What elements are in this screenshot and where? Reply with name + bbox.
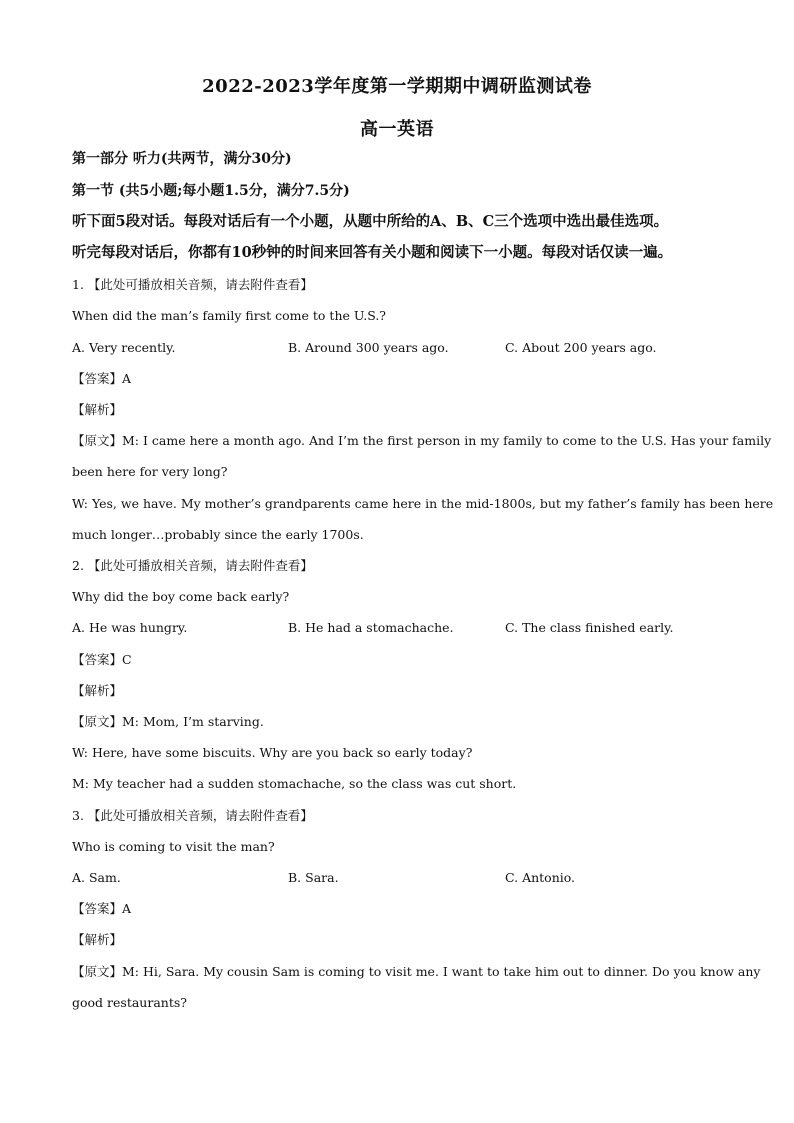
subsection-heading: 第一节 (共5小题;每小题1.5分，满分7.5分) xyxy=(72,183,350,199)
option-a: A. He was hungry. xyxy=(72,620,188,635)
question-3-stem: Who is coming to visit the man? xyxy=(72,839,275,854)
question-1-script-line: much longer…probably since the early 1700s. xyxy=(72,527,364,542)
option-b: B. He had a stomachache. xyxy=(288,620,454,635)
option-b: B. Sara. xyxy=(288,870,339,885)
question-1-stem: When did the man’s family first come to the U.S.? xyxy=(72,308,387,323)
question-1-script-line: W: Yes, we have. My mother’s grandparents came here in the mid-1800s, but my father’s family has been here xyxy=(72,496,774,511)
instruction-line-2: 听完每段对话后，你都有10秒钟的时间来回答有关小题和阅读下一小题。每段对话仅读一遍。 xyxy=(72,244,673,261)
option-c: C. The class finished early. xyxy=(505,620,674,635)
instruction-line-1: 听下面5段对话。每段对话后有一个小题，从题中所给的A、B、C三个选项中选出最佳选项。 xyxy=(72,213,669,230)
question-2-script-line: 【原文】M: Mom, I’m starving. xyxy=(72,714,264,729)
question-2-stem: Why did the boy come back early? xyxy=(72,589,290,604)
option-a: A. Very recently. xyxy=(72,340,176,355)
option-c: C. About 200 years ago. xyxy=(505,340,657,355)
question-1-script-line: 【原文】M: I came here a month ago. And I’m the first person in my family to come to the U.S. Has your family xyxy=(72,433,772,448)
question-2-header: 2. 【此处可播放相关音频，请去附件查看】 xyxy=(72,558,313,573)
exam-subtitle: 高一英语 xyxy=(360,119,434,140)
question-1-analysis: 【解析】 xyxy=(72,402,123,417)
question-1-script-line: been here for very long? xyxy=(72,464,228,479)
question-3-script-line: good restaurants? xyxy=(72,995,187,1010)
question-3-analysis: 【解析】 xyxy=(72,932,123,947)
option-a: A. Sam. xyxy=(72,870,121,885)
question-2-script-line: W: Here, have some biscuits. Why are you back so early today? xyxy=(72,745,473,760)
question-2-answer: 【答案】C xyxy=(72,652,132,667)
option-c: C. Antonio. xyxy=(505,870,576,885)
question-2-analysis: 【解析】 xyxy=(72,683,123,698)
question-2-script-line: M: My teacher had a sudden stomachache, so the class was cut short. xyxy=(72,776,517,791)
question-3-answer: 【答案】A xyxy=(72,901,132,916)
question-1-header: 1. 【此处可播放相关音频，请去附件查看】 xyxy=(72,277,313,292)
question-3-script-line: 【原文】M: Hi, Sara. My cousin Sam is coming to visit me. I want to take him out to dinner. Do you know any xyxy=(72,964,761,979)
question-3-header: 3. 【此处可播放相关音频，请去附件查看】 xyxy=(72,808,313,823)
option-b: B. Around 300 years ago. xyxy=(288,340,449,355)
question-1-answer: 【答案】A xyxy=(72,371,132,386)
part-heading: 第一部分 听力(共两节，满分30分) xyxy=(72,151,292,167)
exam-title: 2022-2023学年度第一学期期中调研监测试卷 xyxy=(202,76,592,97)
